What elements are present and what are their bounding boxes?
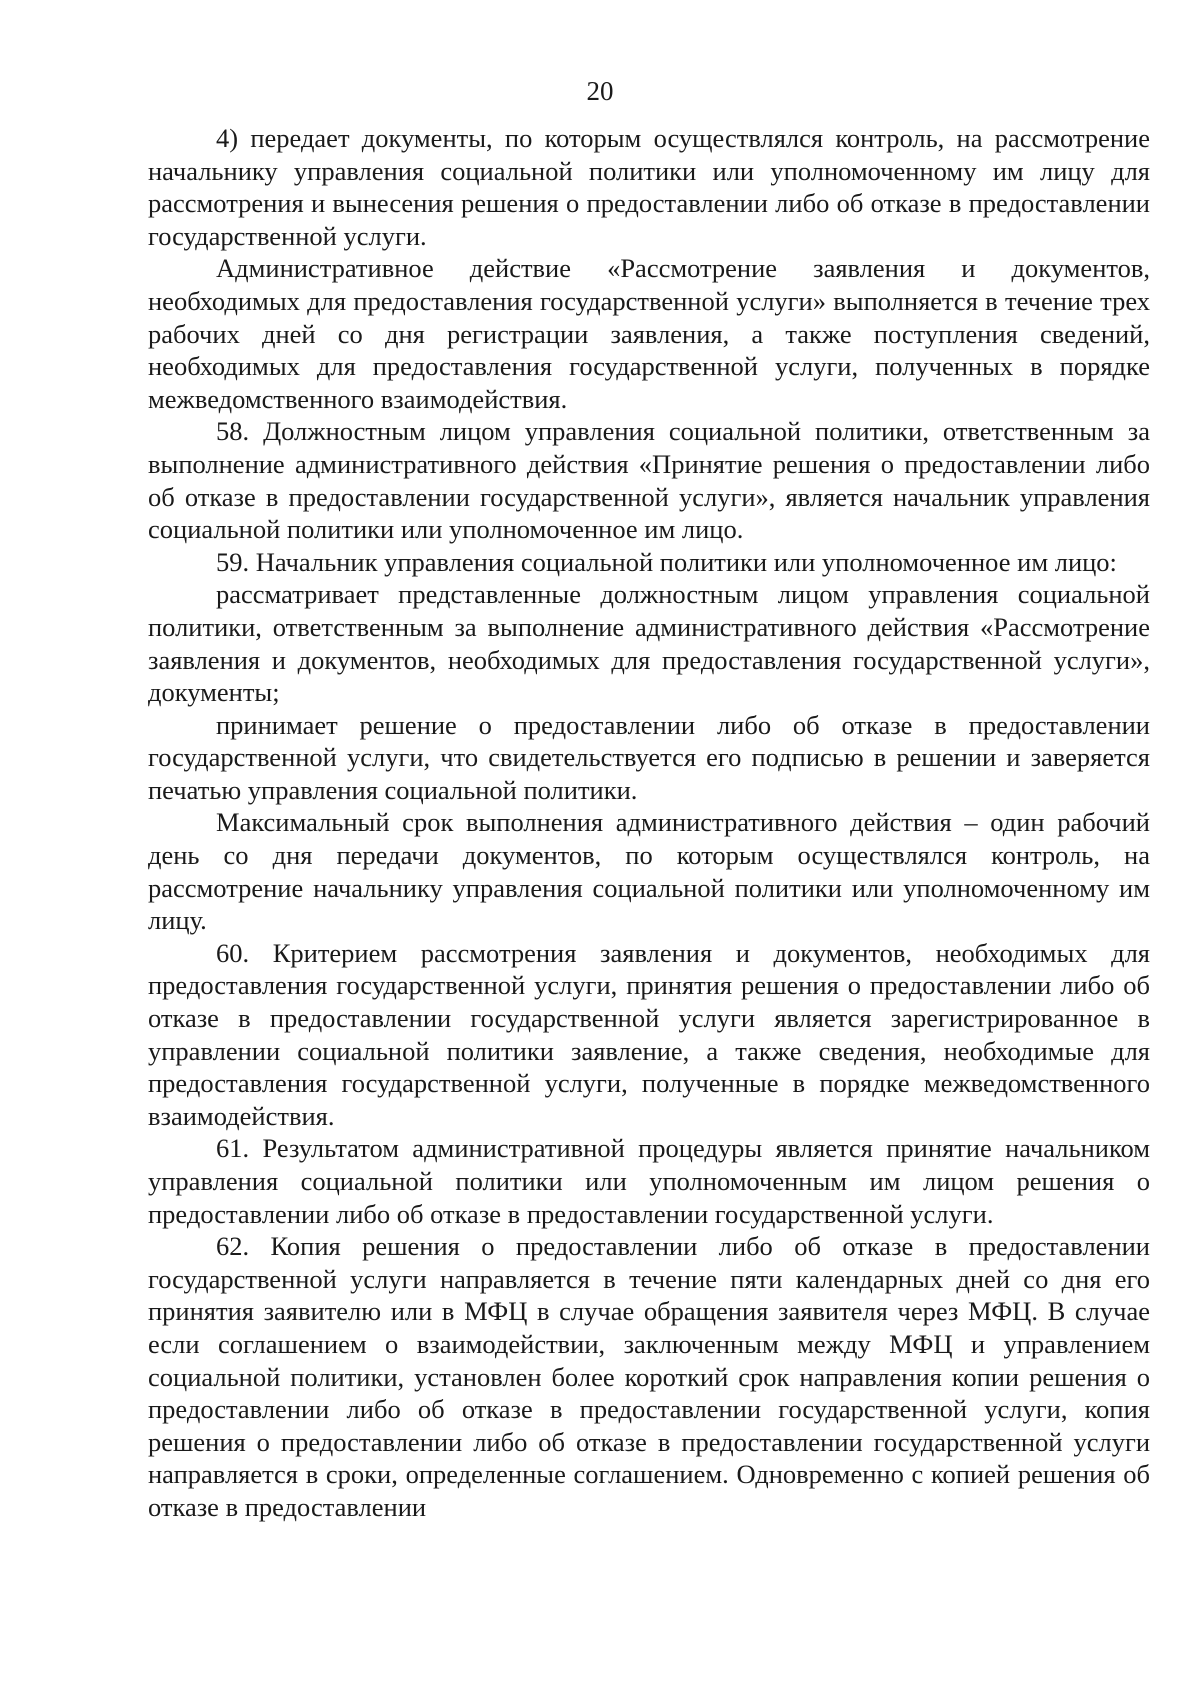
paragraph-item-4: 4) передает документы, по которым осуществлялся контроль, на рассмотрение начальнику управления социальной политики или уполномоченному им лицу для рассмотрения и вынесения решения о предоставлении либо об отказе в предоставлении государственной услуги. <box>148 123 1150 251</box>
paragraph-62: 62. Копия решения о предоставлении либо об отказе в предоставлении государственной услуги направляется в течение пяти календарных дней со дня его принятия заявителю или в МФЦ в случае обращения заявителя через МФЦ. В случае если соглашением о взаимодействии, заключенным между МФЦ и управлением социальной политики, установлен более короткий срок направления копии решения о предоставлении либо об отказе в предоставлении государственной услуги, копия решения о предоставлении либо об отказе в предоставлении государственной услуги направляется в сроки, определенные соглашением. Одновременно с копией решения об отказе в предоставлении <box>148 1231 1150 1522</box>
paragraph-59: 59. Начальник управления социальной политики или уполномоченное им лицо: <box>216 546 1117 577</box>
page-number: 20 <box>586 76 614 106</box>
paragraph-59-considers: рассматривает представленные должностным лицом управления социальной политики, ответственным за выполнение административного действия «Рассмотрение заявления и документов, необходимых для предоставления государственной услуги», документы; <box>148 579 1150 708</box>
paragraph-60: 60. Критерием рассмотрения заявления и документов, необходимых для предоставления государственной услуги, принятия решения о предоставлении либо об отказе в предоставлении государственной услуги является зарегистрированное в управлении социальной политики заявление, а также сведения, необходимые для предоставления государственной услуги, полученные в порядке межведомственного взаимодействия. <box>148 937 1150 1131</box>
paragraph-58: 58. Должностным лицом управления социальной политики, ответственным за выполнение административного действия «Принятие решения о предоставлении либо об отказе в предоставлении государственной услуги», является начальник управления социальной политики или уполномоченное им лицо. <box>148 416 1150 545</box>
paragraph-59-decides: принимает решение о предоставлении либо об отказе в предоставлении государственной услуги, что свидетельствуется его подписью в решении и заверяется печатью управления социальной политики. <box>148 709 1150 805</box>
document-body <box>148 122 1150 1524</box>
paragraph-max-term: Максимальный срок выполнения административного действия – один рабочий день со дня передачи документов, по которым осуществлялся контроль, на рассмотрение начальнику управления социальной политики или уполномоченному им лицу. <box>148 807 1150 936</box>
paragraph-administrative-action: Административное действие «Рассмотрение заявления и документов, необходимых для предоставления государственной услуги» выполняется в течение трех рабочих дней со дня регистрации заявления, а также поступления сведений, необходимых для предоставления государственной услуги, полученных в порядке межведомственного взаимодействия. <box>148 253 1150 414</box>
paragraph-61: 61. Результатом административной процедуры является принятие начальником управления социальной политики или уполномоченным им лицом решения о предоставлении либо об отказе в предоставлении государственной услуги. <box>148 1133 1150 1229</box>
